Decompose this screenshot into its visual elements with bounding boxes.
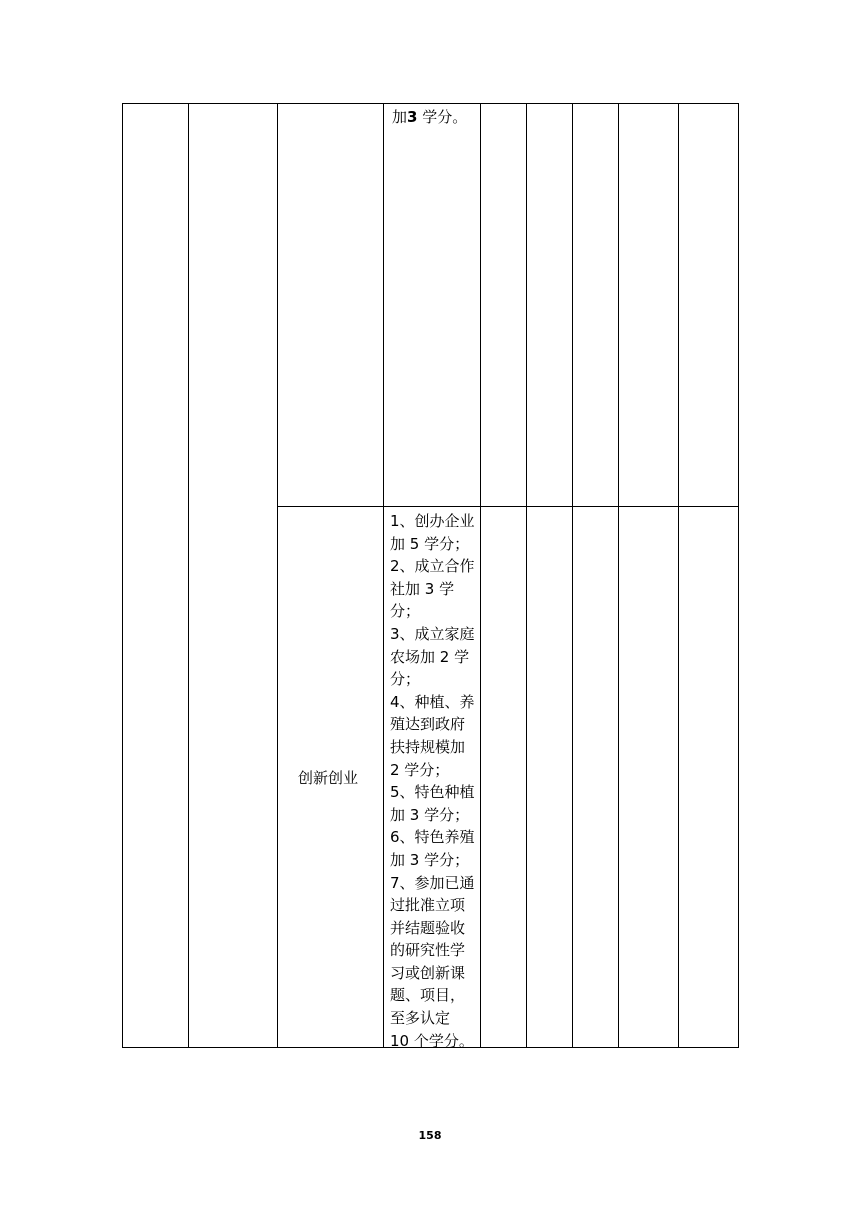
rule-line: 1、创办企业 — [390, 512, 475, 530]
rule-line: 至多认定 — [390, 1009, 451, 1028]
rule-line: 4、种植、养 — [390, 692, 475, 711]
rule-line: 习或创新课 — [390, 963, 466, 982]
page-number: 158 — [418, 1129, 442, 1142]
column-divider — [572, 103, 573, 1048]
rule-line: 题、项目， — [390, 986, 466, 1005]
column-divider — [277, 103, 278, 1048]
rule-line: 10 个学分。 — [390, 1031, 474, 1050]
rule-line: 农场加 2 学 — [390, 647, 470, 666]
rule-line: 分； — [390, 602, 421, 621]
table-right-border — [738, 103, 739, 1048]
row-divider — [277, 506, 739, 507]
rule-line: 加 3 学分； — [390, 850, 470, 869]
bottom-row-rules-cell — [390, 510, 475, 1052]
column-divider — [480, 103, 481, 1048]
rule-line: 6、特色养殖 — [390, 828, 475, 847]
rule-text-prefix: 加 — [392, 108, 408, 126]
rule-line: 3、成立家庭 — [390, 624, 475, 643]
category-label: 创新创业 — [298, 769, 359, 787]
rule-line: 社加 3 学 — [390, 579, 455, 598]
rule-line: 并结题验收 — [390, 918, 466, 937]
top-row-rule-cell — [392, 106, 467, 129]
rule-line: 加 5 学分； — [390, 534, 470, 553]
rule-line: 2 学分； — [390, 760, 450, 779]
column-divider — [618, 103, 619, 1048]
column-divider — [188, 103, 189, 1048]
rule-line: 的研究性学 — [390, 941, 466, 960]
table-top-border — [122, 103, 739, 104]
rule-line: 加 3 学分； — [390, 805, 470, 824]
column-divider — [383, 103, 384, 1048]
table-left-border — [122, 103, 123, 1048]
rule-line: 殖达到政府 — [390, 715, 466, 734]
rule-line: 分； — [390, 670, 421, 689]
column-divider — [678, 103, 679, 1048]
rule-line: 5、特色种植 — [390, 783, 475, 802]
rule-line: 扶持规模加 — [390, 737, 466, 756]
rule-text-suffix: 学分。 — [417, 108, 468, 126]
rule-line: 2、成立合作 — [390, 557, 475, 576]
column-divider — [526, 103, 527, 1048]
rule-text-number: 3 — [407, 108, 418, 126]
rule-line: 过批准立项 — [390, 896, 466, 915]
rule-line: 7、参加已通 — [390, 873, 475, 892]
